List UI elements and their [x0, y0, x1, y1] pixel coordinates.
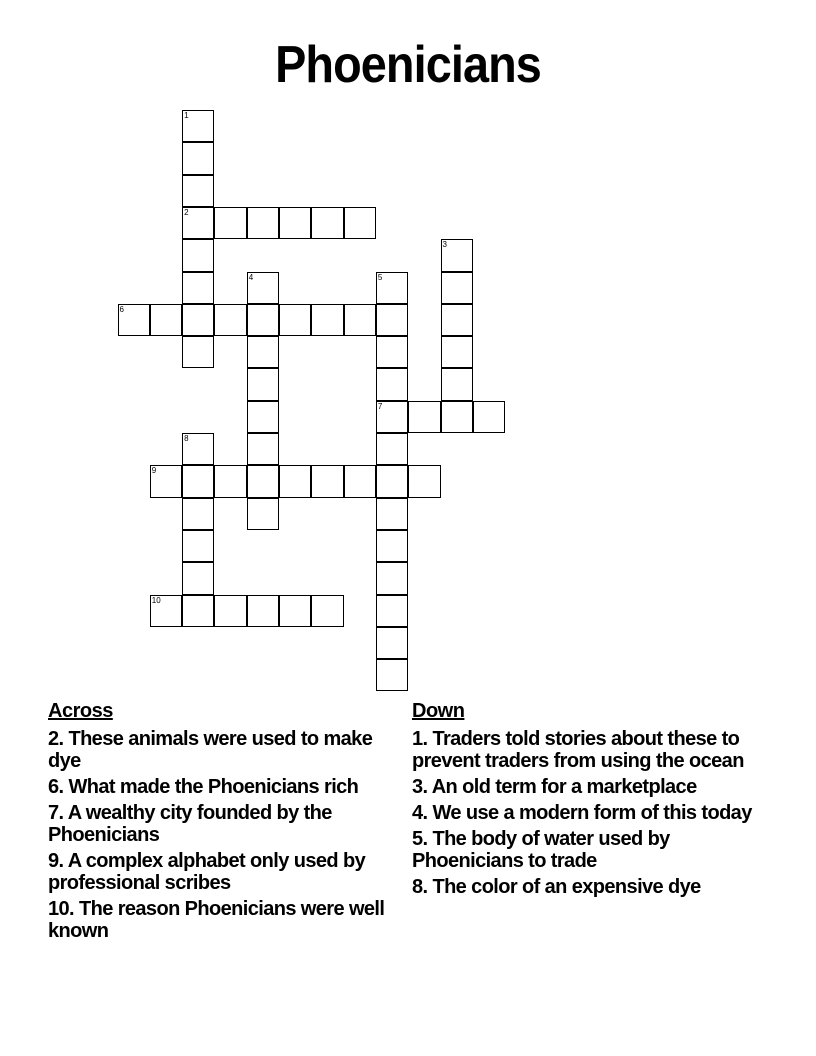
grid-cell[interactable]: [182, 304, 214, 336]
grid-cell[interactable]: [182, 336, 214, 368]
across-clue: [48, 776, 393, 798]
grid-cell[interactable]: [376, 368, 408, 400]
clue-text: The body of water used by Phoenicians to trade: [412, 828, 670, 872]
grid-cell[interactable]: [279, 207, 311, 239]
clue-number: 5.: [412, 828, 428, 850]
grid-cell[interactable]: [441, 304, 473, 336]
down-clue: [412, 876, 752, 898]
grid-cell[interactable]: [376, 336, 408, 368]
clue-number: 2.: [48, 728, 64, 750]
grid-cell[interactable]: [408, 401, 440, 433]
grid-cell[interactable]: [441, 401, 473, 433]
cell-number: 10: [151, 595, 161, 605]
grid-cell[interactable]: [150, 304, 182, 336]
grid-cell[interactable]: [441, 239, 473, 271]
down-heading: Down: [412, 700, 465, 722]
grid-cell[interactable]: [182, 239, 214, 271]
grid-cell[interactable]: [182, 562, 214, 594]
across-clue: [48, 802, 393, 846]
clue-number: 1.: [412, 728, 428, 750]
grid-cell[interactable]: [247, 207, 279, 239]
grid-cell[interactable]: [376, 595, 408, 627]
clue-text: A wealthy city founded by the Phoenicians: [48, 802, 332, 846]
grid-cell[interactable]: [182, 175, 214, 207]
clue-number: 6.: [48, 776, 64, 798]
cell-number: 3: [442, 240, 447, 250]
cell-number: 4: [248, 272, 254, 282]
grid-cell[interactable]: [118, 304, 150, 336]
grid-cell[interactable]: [182, 595, 214, 627]
grid-cell[interactable]: [344, 207, 376, 239]
clue-text: What made the Phoenicians rich: [68, 776, 359, 798]
grid-cell[interactable]: [344, 465, 376, 497]
clue-number: 8.: [412, 876, 428, 898]
grid-cell[interactable]: [473, 401, 505, 433]
grid-cell[interactable]: [247, 465, 279, 497]
grid-cell[interactable]: [182, 142, 214, 174]
clue-number: 3.: [412, 776, 428, 798]
clue-text: A complex alphabet only used by professional scribes: [48, 850, 366, 894]
grid-cell[interactable]: [376, 562, 408, 594]
down-clue: [412, 802, 752, 824]
grid-cell[interactable]: [376, 433, 408, 465]
grid-cell[interactable]: [247, 304, 279, 336]
grid-cell[interactable]: [182, 272, 214, 304]
grid-cell[interactable]: [247, 595, 279, 627]
grid-cell[interactable]: [344, 304, 376, 336]
grid-cell[interactable]: [279, 304, 311, 336]
grid-cell[interactable]: [247, 336, 279, 368]
grid-cell[interactable]: [376, 272, 408, 304]
grid-cell[interactable]: [376, 530, 408, 562]
grid-cell[interactable]: [247, 368, 279, 400]
cell-number: 9: [151, 466, 157, 476]
cell-number: 1: [184, 111, 189, 120]
grid-cell[interactable]: [441, 272, 473, 304]
grid-cell[interactable]: [214, 465, 246, 497]
across-heading: Across: [48, 700, 113, 722]
cell-number: 8: [184, 434, 189, 443]
clue-number: 10.: [48, 898, 75, 920]
grid-cell[interactable]: [311, 465, 343, 497]
clue-text: We use a modern form of this today: [432, 802, 752, 824]
grid-cell[interactable]: [182, 465, 214, 497]
across-clue: [48, 898, 393, 942]
grid-cell[interactable]: [247, 401, 279, 433]
grid-cell[interactable]: [311, 304, 343, 336]
grid-cell[interactable]: [441, 336, 473, 368]
across-clue: [48, 850, 393, 894]
cell-number: 2: [184, 207, 189, 217]
grid-cell[interactable]: [182, 498, 214, 530]
page-title: Phoenicians: [275, 36, 541, 94]
grid-cell[interactable]: [214, 207, 246, 239]
grid-cell[interactable]: [441, 368, 473, 400]
grid-cell[interactable]: [182, 110, 214, 142]
across-clue: [48, 728, 393, 772]
grid-cell[interactable]: [182, 530, 214, 562]
grid-cell[interactable]: [376, 659, 408, 691]
grid-cell[interactable]: [150, 595, 182, 627]
clue-text: These animals were used to make dye: [48, 728, 373, 772]
clue-text: The color of an expensive dye: [432, 876, 701, 898]
cell-number: 7: [377, 401, 383, 411]
grid-cell[interactable]: [376, 401, 408, 433]
grid-cell[interactable]: [182, 207, 214, 239]
grid-cell[interactable]: [182, 433, 214, 465]
cell-number: 6: [119, 304, 124, 314]
grid-cell[interactable]: [279, 465, 311, 497]
grid-cell[interactable]: [247, 272, 279, 304]
clue-text: An old term for a marketplace: [431, 776, 697, 798]
clue-text: Traders told stories about these to prevent traders from using the ocean: [412, 728, 744, 772]
grid-cell[interactable]: [247, 498, 279, 530]
grid-cell[interactable]: [376, 498, 408, 530]
clue-text: The reason Phoenicians were well known: [48, 898, 385, 942]
cell-number: 5: [377, 272, 383, 282]
down-clues: [412, 700, 752, 902]
grid-cell[interactable]: [311, 207, 343, 239]
clue-number: 7.: [48, 802, 64, 824]
grid-cell[interactable]: [214, 304, 246, 336]
clue-number: 9.: [48, 850, 64, 872]
down-clue: [412, 828, 752, 872]
down-clue: [412, 728, 752, 772]
grid-cell[interactable]: [376, 304, 408, 336]
grid-cell[interactable]: [376, 627, 408, 659]
grid-cell[interactable]: [150, 465, 182, 497]
down-clue: [412, 776, 752, 798]
across-clues: [48, 700, 393, 946]
grid-cell[interactable]: [376, 465, 408, 497]
grid-cell[interactable]: [247, 433, 279, 465]
clue-number: 4.: [412, 802, 428, 824]
grid-cell[interactable]: [279, 595, 311, 627]
grid-cell[interactable]: [214, 595, 246, 627]
grid-cell[interactable]: [311, 595, 343, 627]
grid-cell[interactable]: [408, 465, 440, 497]
